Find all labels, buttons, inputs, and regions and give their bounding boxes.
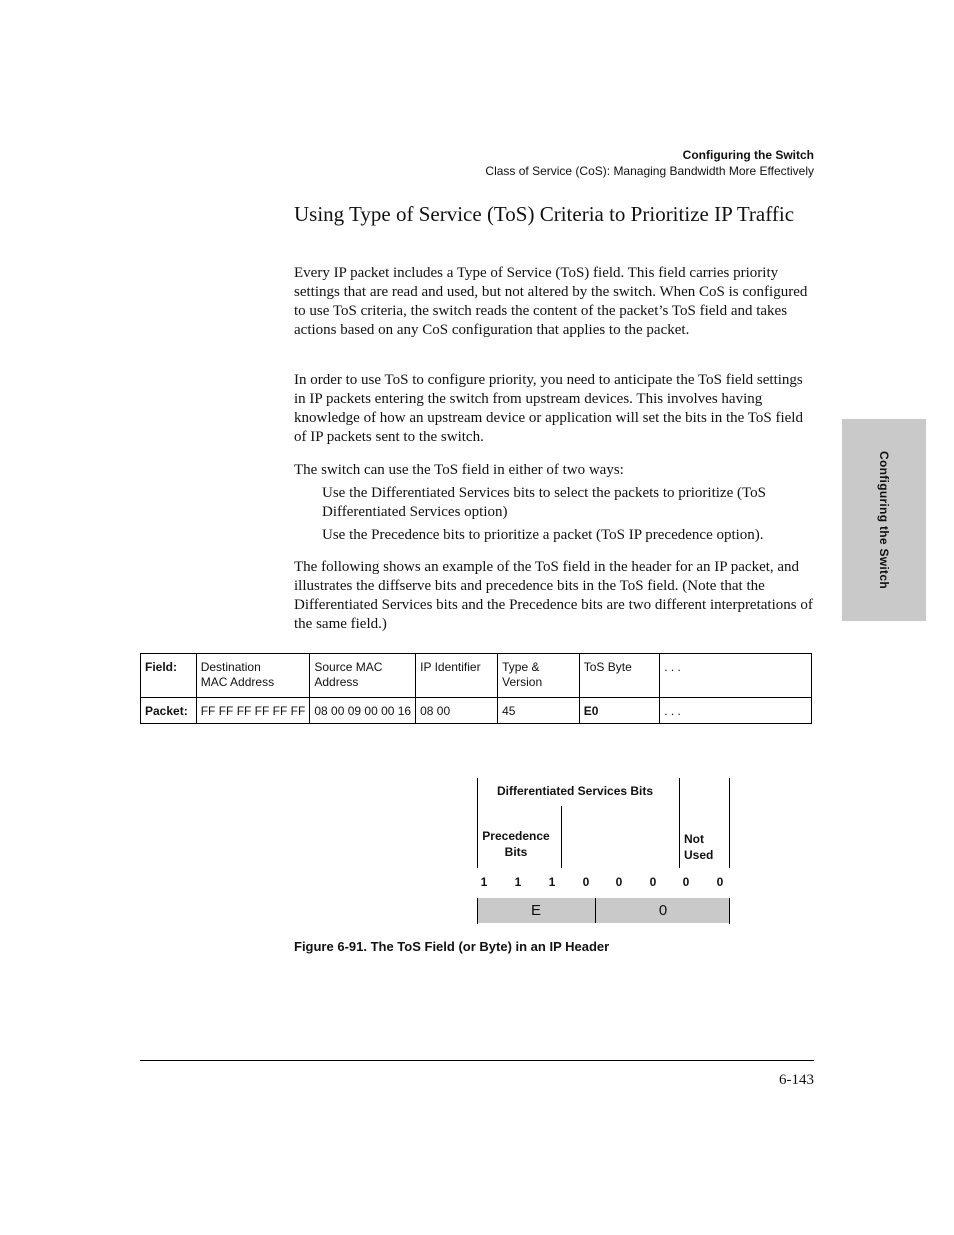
- bit-4: 0: [582, 875, 590, 889]
- table-cell-source-mac-value: 08 00 09 00 00 16: [310, 698, 416, 724]
- bit-2: 0: [649, 875, 657, 889]
- diffserv-bits-label: Differentiated Services Bits: [497, 784, 654, 798]
- precedence-bits-label: Precedence Bits: [482, 829, 550, 859]
- table-cell-tos-byte: ToS Byte: [579, 654, 660, 698]
- bit-6: 1: [514, 875, 522, 889]
- side-tab-label: Configuring the Switch: [877, 451, 891, 589]
- diagram-line-ds-right: [679, 778, 680, 868]
- hex-digit-high: E: [530, 902, 541, 919]
- table-cell-destination-mac-value: FF FF FF FF FF FF: [196, 698, 310, 724]
- running-header-section: Class of Service (CoS): Managing Bandwidth More Effectively: [485, 164, 814, 178]
- paragraph-anticipate-tos: In order to use ToS to configure priority, you need to anticipate the ToS field settings in IP packets entering the switch from upstream devices. This involves having knowledge of how an upstream device or application will set the bits in the ToS field of IP packets sent to the switch.: [294, 372, 803, 445]
- footer-rule: [140, 1060, 814, 1061]
- table-row-field: [141, 654, 812, 698]
- ip-header-field-table: [140, 653, 812, 724]
- table-cell-packet-label: Packet:: [141, 698, 197, 724]
- hex-bar-right-edge: [729, 898, 730, 924]
- table-cell-ip-identifier: IP Identifier: [416, 654, 498, 698]
- table-cell-ip-identifier-value: 08 00: [416, 698, 498, 724]
- bit-1: 0: [682, 875, 690, 889]
- bit-0: 0: [716, 875, 724, 889]
- diagram-line-right: [729, 778, 730, 868]
- bit-7: 1: [480, 875, 488, 889]
- paragraph-two-ways: The switch can use the ToS field in either of two ways:: [294, 462, 624, 478]
- table-cell-tos-byte-value: E0: [579, 698, 660, 724]
- table-cell-field-label: Field:: [141, 654, 197, 698]
- section-heading: Using Type of Service (ToS) Criteria to Prioritize IP Traffic: [294, 202, 795, 226]
- figure-caption: Figure 6-91. The ToS Field (or Byte) in an IP Header: [294, 939, 610, 954]
- running-header-chapter: Configuring the Switch: [682, 148, 814, 162]
- paragraph-tos-intro: Every IP packet includes a Type of Service (ToS) field. This field carries priority settings that are read and used, but not altered by the switch. When CoS is configured to use ToS criteria, the switch reads the content of the packet’s ToS field and takes actions based on any CoS configuration that applies to the packet.: [294, 265, 808, 338]
- table-cell-ellipsis: . . .: [660, 654, 812, 698]
- table-cell-ellipsis-value: . . .: [660, 698, 812, 724]
- table-cell-destination-mac: Destination MAC Address: [196, 654, 310, 698]
- chapter-side-tab: [842, 419, 926, 621]
- hex-bar-left-edge: [477, 898, 478, 924]
- bit-5: 1: [548, 875, 556, 889]
- bit-3: 0: [615, 875, 623, 889]
- diagram-line-precedence: [561, 806, 562, 868]
- not-used-label: Not Used: [684, 832, 714, 862]
- table-cell-type-version: Type & Version: [498, 654, 580, 698]
- paragraph-example: The following shows an example of the ToS field in the header for an IP packet, and illustrates the diffserve bits and precedence bits in the ToS field. (Note that the Differentiated Services bits and the Precedence bits are two different interpretations of the same field.): [294, 559, 813, 632]
- page-number: 6-143: [779, 1072, 814, 1088]
- table-cell-source-mac: Source MAC Address: [310, 654, 416, 698]
- list-item-diffserv: Use the Differentiated Services bits to select the packets to prioritize (ToS Differentiated Services option): [322, 485, 766, 520]
- table-cell-type-version-value: 45: [498, 698, 580, 724]
- hex-digit-low: 0: [658, 902, 668, 919]
- list-item-precedence: Use the Precedence bits to prioritize a packet (ToS IP precedence option).: [322, 527, 764, 543]
- diagram-line-left: [477, 778, 478, 868]
- hex-value-bar: [477, 898, 730, 923]
- table-row-packet: [141, 698, 812, 724]
